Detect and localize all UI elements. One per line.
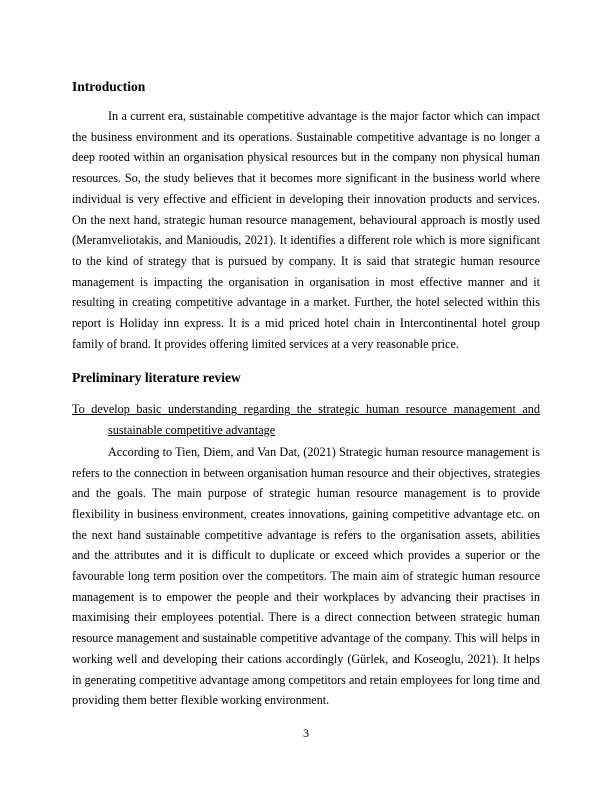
literature-review-subheading: To develop basic understanding regarding the strategic human resource management and sustainable competitive advantage [72, 402, 540, 438]
literature-review-paragraph: According to Tien, Diem, and Van Dat, (2021) Strategic human resource management is refers to the connection in between organisation human resource and their objectives, strategies and the goals. The main purpose of strategic human resource management is to provide flexibility in business environment, creates innovations, gaining competitive advantage etc. on the next hand sustainable competitive advantage is refers to the organisation assets, abilities and the attributes and it is difficult to duplicate or exceed which provides a superior or the favourable long term position over the competitors. The main aim of strategic human resource management is to empower the people and their workplaces by advancing their practises in maximising their employees potential. There is a direct connection between strategic human resource management and sustainable competitive advantage of the company. This will helps in working well and developing their cations accordingly (Gürlek, and Koseoglu, 2021). It helps in generating competitive advantage among competitors and retain employees for long time and providing them better flexible working environment. [72, 444, 540, 708]
section-heading-introduction: Introduction [72, 79, 146, 94]
introduction-paragraph: In a current era, sustainable competitive advantage is the major factor which can impact the business environment and its operations. Sustainable competitive advantage is no longer a deep rooted within an organisation physical resources but in the company non physical human resources. So, the study believes that it becomes more significant in the business world where individual is very effective and efficient in developing their innovation products and services. On the next hand, strategic human resource management, behavioural approach is mostly used (Meramveliotakis, and Manioudis, 2021). It identifies a different role which is more significant to the kind of strategy that is pursued by company. It is said that strategic human resource management is impacting the organisation in organisation in most effective manner and it resulting in creating competitive advantage in a market. Further, the hotel selected within this report is Holiday inn express. It is a mid priced hotel chain in Intercontinental hotel group family of brand. It provides offering limited services at a very reasonable price. [72, 109, 540, 351]
page-number: 3 [303, 726, 309, 740]
section-heading-preliminary-literature-review: Preliminary literature review [72, 370, 241, 386]
